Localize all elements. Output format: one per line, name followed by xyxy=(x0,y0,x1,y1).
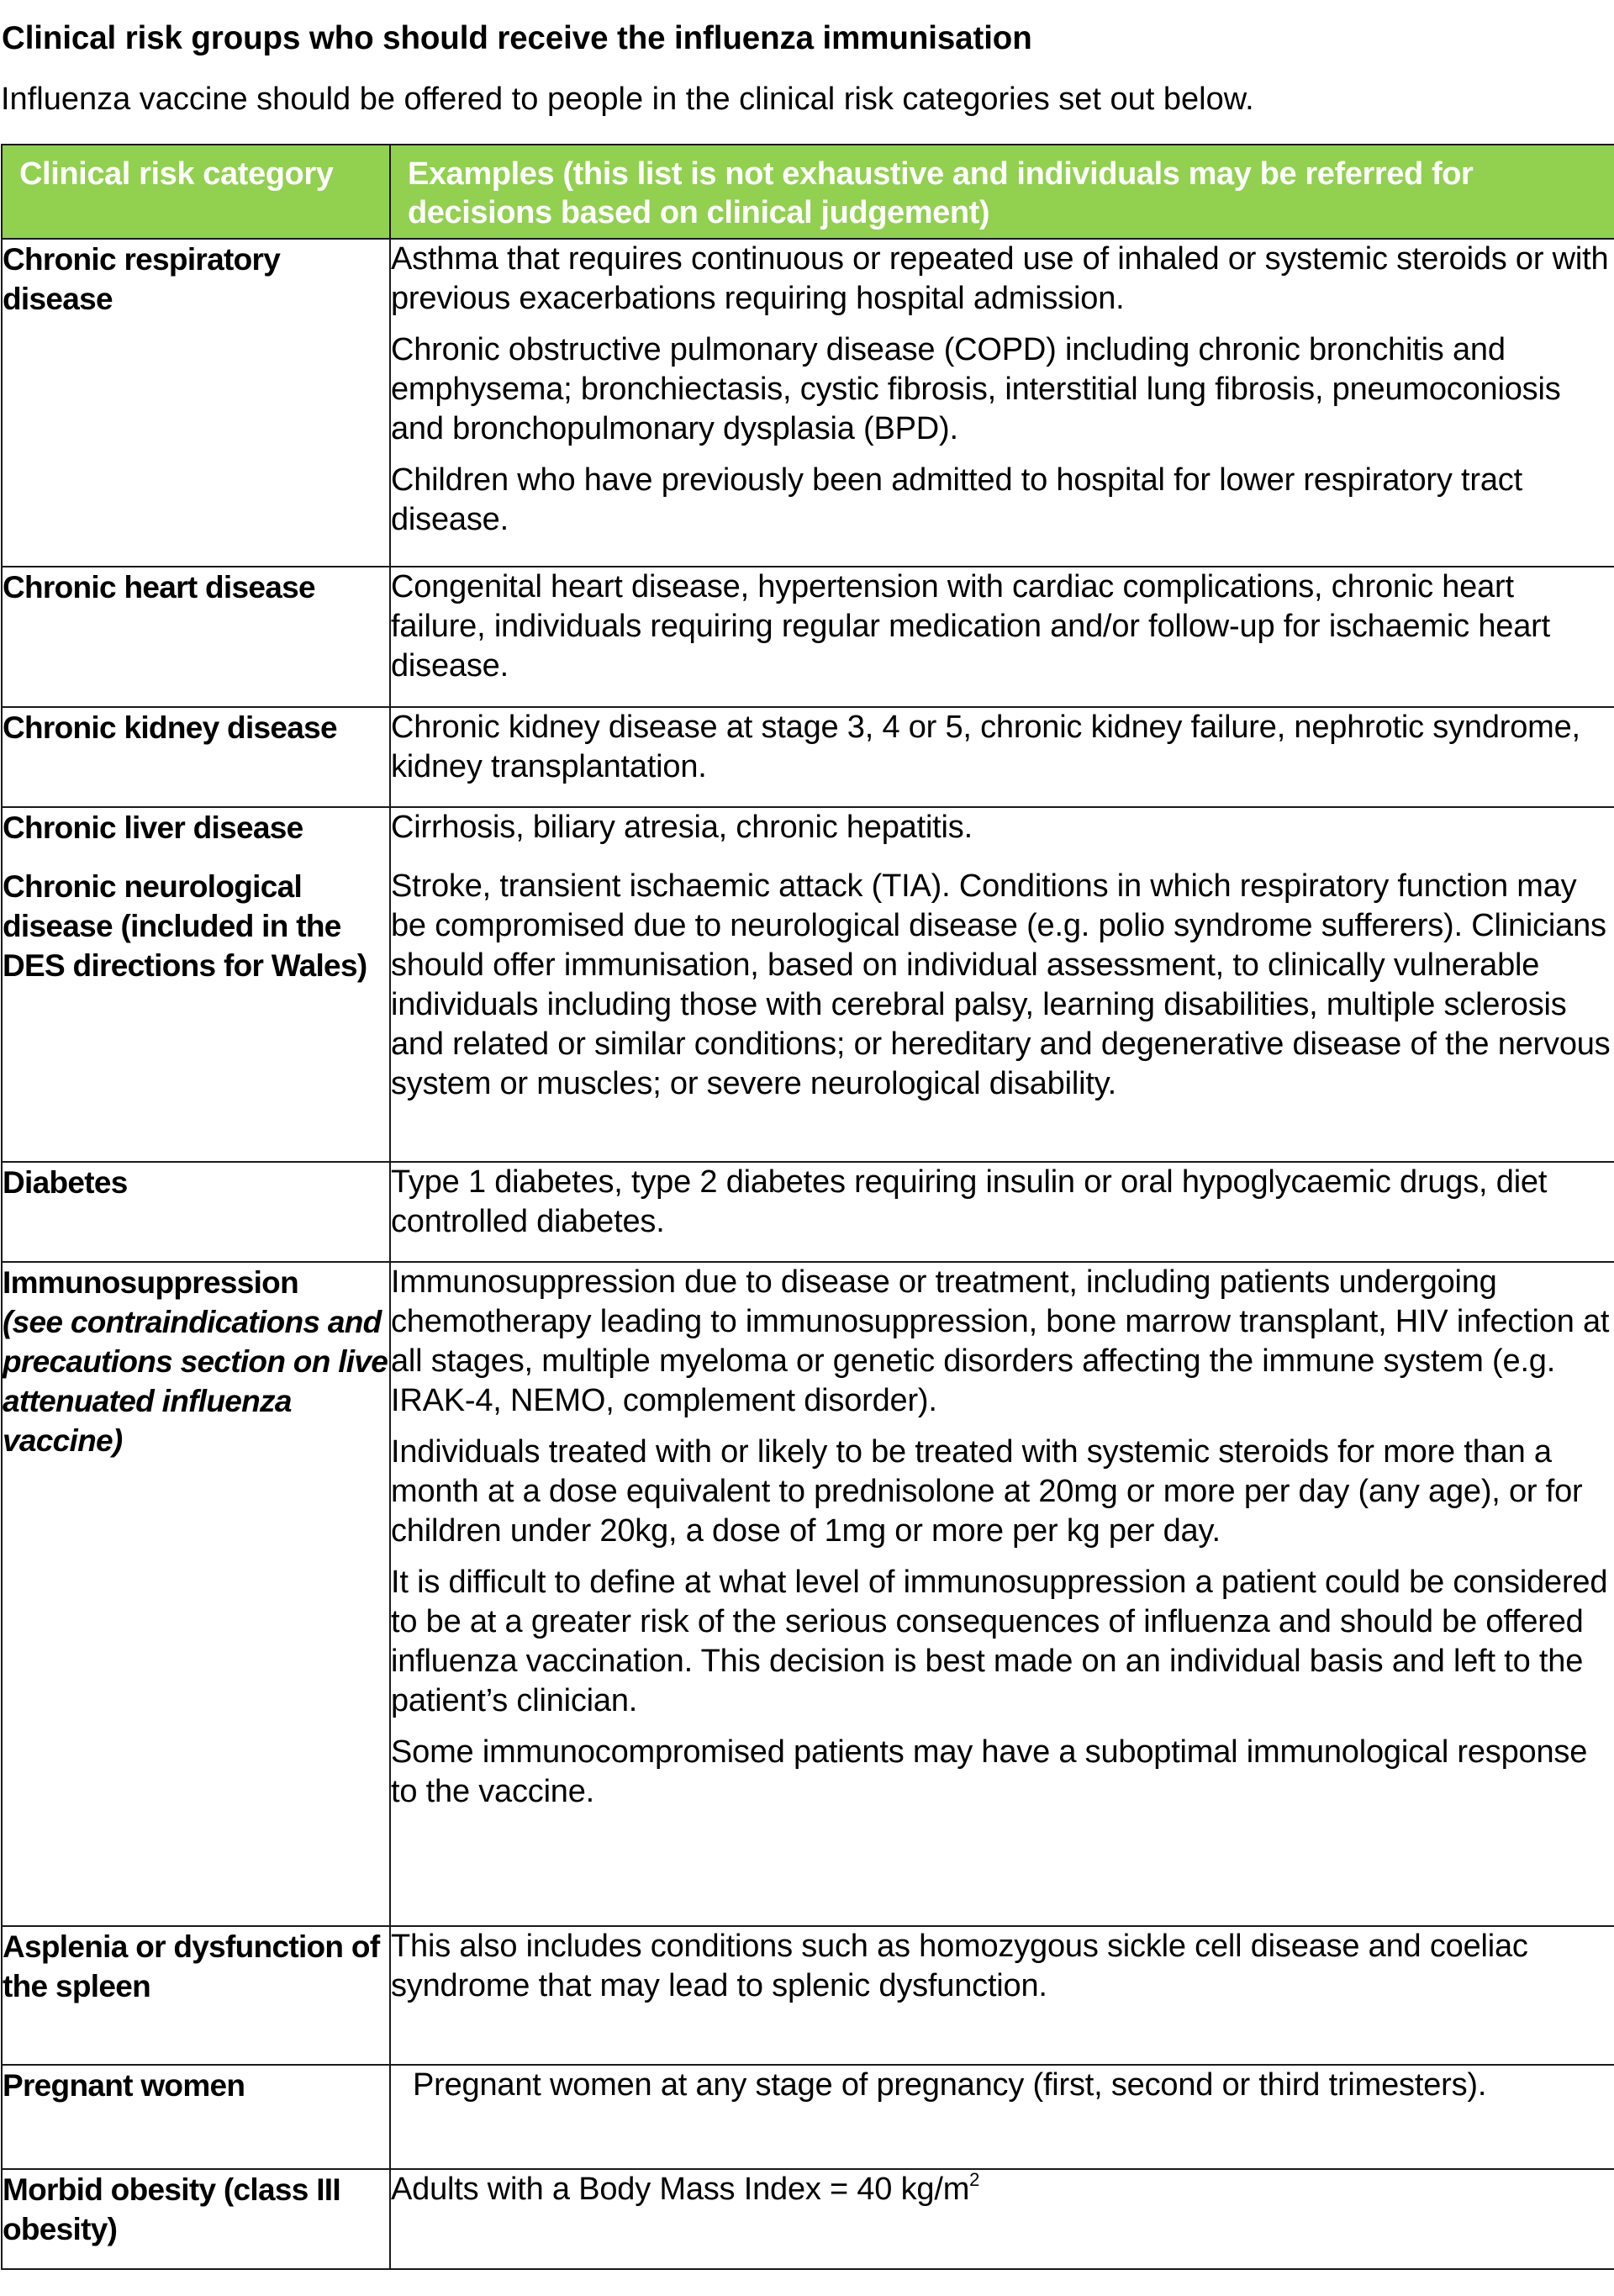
examples-cell xyxy=(390,2169,1614,2269)
category-cell xyxy=(2,707,390,807)
header-clinical-risk-category: Clinical risk category xyxy=(2,145,390,239)
example-text: Chronic obstructive pulmonary disease (COPD) including chronic bronchitis and emphysema; bronchiectasis, cystic fibrosis, interstitial lung fibrosis, pneumoconiosis and bronchopulmonary dysplasia (BPD). xyxy=(391,332,1561,446)
examples-cell xyxy=(390,567,1614,707)
example-text: Cirrhosis, biliary atresia, chronic hepatitis. xyxy=(391,810,973,845)
table-row-chronic-liver-neurological xyxy=(2,807,1614,1162)
category-cell xyxy=(2,2169,390,2269)
category-label: Diabetes xyxy=(3,1165,128,1200)
category-label: Chronic heart disease xyxy=(3,570,315,604)
category-label: Chronic neurological disease (included in the DES directions for Wales) xyxy=(3,869,367,983)
example-text: Congenital heart disease, hypertension with cardiac complications, chronic heart failure, individuals requiring regular medication and/or follow-up for ischaemic heart disease. xyxy=(391,569,1550,684)
header-row xyxy=(2,145,1614,239)
category-cell xyxy=(2,2065,390,2169)
category-cell xyxy=(2,239,390,567)
intro-paragraph: Influenza vaccine should be offered to people in the clinical risk categories set out below. xyxy=(1,82,1254,117)
example-text: It is difficult to define at what level of immunosuppression a patient could be considered to be at a greater risk of the serious consequences of influenza and should be offered influenza vaccination. This decision is best made on an individual basis and left to the patient’s clinician. xyxy=(391,1565,1608,1718)
category-label: Chronic respiratory disease xyxy=(3,242,281,316)
table-header xyxy=(2,145,1614,239)
table-row-pregnant-women xyxy=(2,2065,1614,2169)
page-title: Clinical risk groups who should receive the influenza immunisation xyxy=(2,20,1032,56)
examples-cell xyxy=(390,1262,1614,1926)
category-cell xyxy=(2,1926,390,2065)
example-text: Individuals treated with or likely to be treated with systemic steroids for more than a month at a dose equivalent to prednisolone at 20mg or more per day (any age), or for children under 20kg, a dose of 1mg or more per kg per day. xyxy=(391,1434,1583,1549)
clinical-risk-table xyxy=(1,144,1614,2270)
example-text: Type 1 diabetes, type 2 diabetes requiring insulin or oral hypoglycaemic drugs, diet controlled diabetes. xyxy=(391,1164,1548,1239)
category-label: Immunosuppression xyxy=(3,1265,298,1300)
examples-cell xyxy=(390,2065,1614,2169)
category-label: Chronic liver disease xyxy=(3,810,303,845)
table-row-immunosuppression xyxy=(2,1262,1614,1926)
category-cell xyxy=(2,1162,390,1262)
category-label: Asplenia or dysfunction of the spleen xyxy=(3,1929,380,2003)
category-note: (see contraindications and precautions section on live attenuated influenza vaccine) xyxy=(3,1305,388,1458)
table-row-morbid-obesity xyxy=(2,2169,1614,2269)
example-text: Children who have previously been admitted to hospital for lower respiratory tract disease. xyxy=(391,462,1522,537)
example-text: Immunosuppression due to disease or treatment, including patients undergoing chemotherapy leading to immunosuppression, bone marrow transplant, HIV infection at all stages, multiple myeloma or genetic disorders affecting the immune system (e.g. IRAK-4, NEMO, complement disorder). xyxy=(391,1264,1610,1418)
category-label: Chronic kidney disease xyxy=(3,710,337,745)
examples-cell xyxy=(390,1162,1614,1262)
table-row-chronic-respiratory xyxy=(2,239,1614,567)
example-text: Asthma that requires continuous or repeated use of inhaled or systemic steroids or with previous exacerbations requiring hospital admission. xyxy=(391,241,1609,316)
category-cell xyxy=(2,807,390,1162)
table-row-diabetes xyxy=(2,1162,1614,1262)
header-examples: Examples (this list is not exhaustive and individuals may be referred for decisions based on clinical judgement) xyxy=(390,145,1614,239)
superscript-two: 2 xyxy=(969,2169,980,2190)
example-text: Chronic kidney disease at stage 3, 4 or 5, chronic kidney failure, nephrotic syndrome, kidney transplantation. xyxy=(391,710,1580,784)
examples-cell xyxy=(390,1926,1614,2065)
example-text: Adults with a Body Mass Index = 40 kg/m xyxy=(391,2172,970,2207)
table-row-chronic-kidney xyxy=(2,707,1614,807)
table-row-asplenia xyxy=(2,1926,1614,2065)
table-row-chronic-heart xyxy=(2,567,1614,707)
example-text: Pregnant women at any stage of pregnancy (first, second or third trimesters). xyxy=(413,2067,1487,2103)
examples-cell xyxy=(390,707,1614,807)
category-cell xyxy=(2,1262,390,1926)
examples-cell xyxy=(390,239,1614,567)
examples-cell xyxy=(390,807,1614,1162)
category-label: Morbid obesity (class III obesity) xyxy=(3,2172,340,2246)
example-text: This also includes conditions such as homozygous sickle cell disease and coeliac syndrome that may lead to splenic dysfunction. xyxy=(391,1929,1528,2003)
example-text: Stroke, transient ischaemic attack (TIA). Conditions in which respiratory function may be compromised due to neurological disease (e.g. polio syndrome sufferers). Clinicians should offer immunisation, based on individual assessment, to clinically vulnerable individuals including those with cerebral palsy, learning disabilities, multiple sclerosis and related or similar conditions; or hereditary and degenerative disease of the nervous system or muscles; or severe neurological disability. xyxy=(391,868,1611,1101)
example-text: Some immunocompromised patients may have a suboptimal immunological response to the vaccine. xyxy=(391,1734,1588,1809)
category-cell xyxy=(2,567,390,707)
category-label: Pregnant women xyxy=(3,2068,245,2103)
